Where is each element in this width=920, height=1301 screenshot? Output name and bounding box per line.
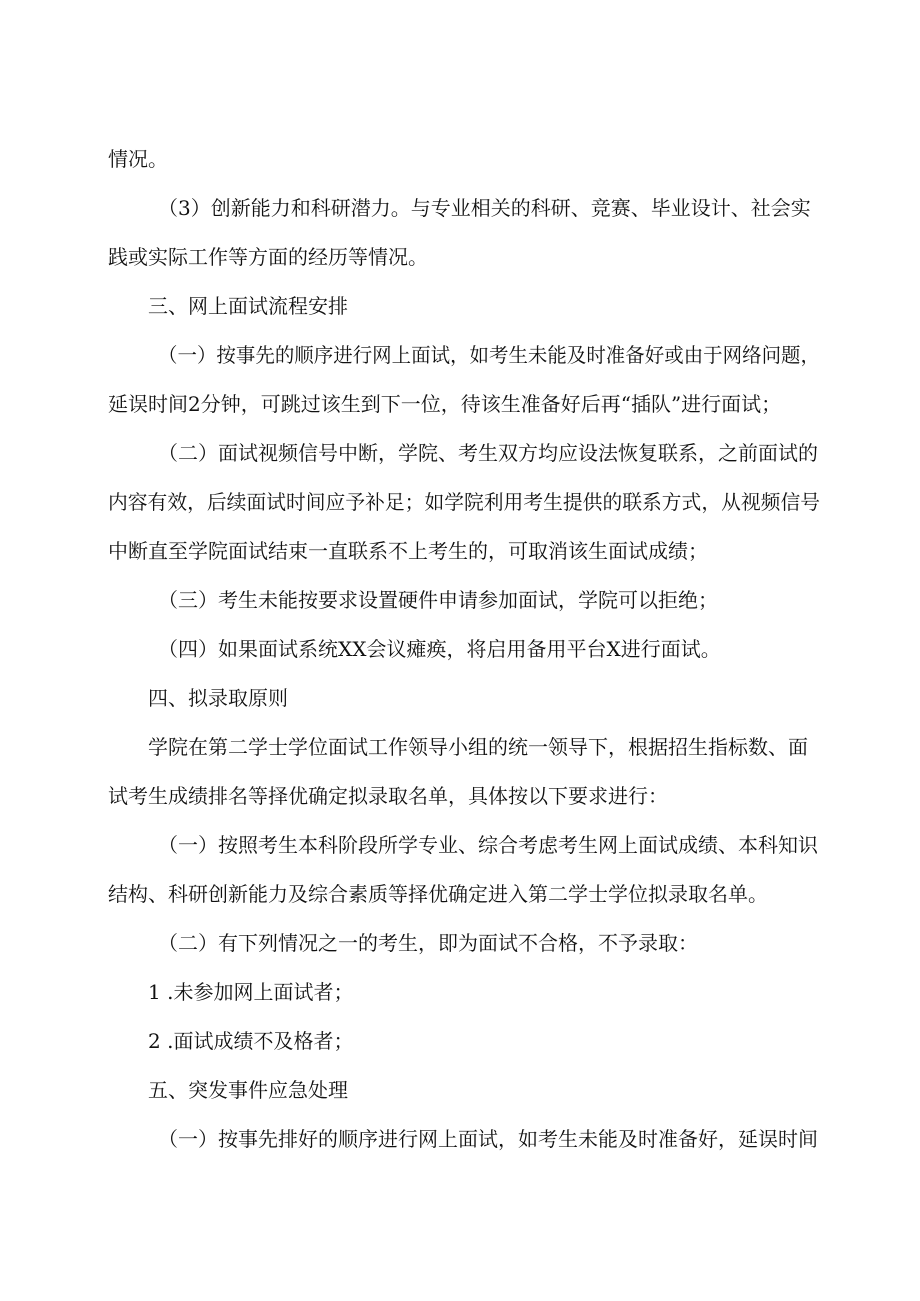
- section-heading: 四、拟录取原则: [148, 686, 288, 710]
- paragraph-line: （一）按照考生本科阶段所学专业、综合考虑考生网上面试成绩、本科知识: [158, 833, 818, 857]
- list-item: 2 .面试成绩不及格者；: [148, 1029, 354, 1053]
- paragraph-line: 结构、科研创新能力及综合素质等择优确定进入第二学士学位拟录取名单。: [108, 882, 768, 906]
- paragraph-line: 践或实际工作等方面的经历等情况。: [108, 245, 428, 269]
- paragraph-line: 中断直至学院面试结束一直联系不上考生的，可取消该生面试成绩；: [108, 539, 708, 563]
- paragraph-line: 学院在第二学士学位面试工作领导小组的统一领导下，根据招生指标数、面: [148, 735, 808, 759]
- paragraph-line: 延误时间2分钟，可跳过该生到下一位，待该生准备好后再“插队”进行面试；: [108, 392, 782, 416]
- paragraph-line: 情况。: [108, 147, 168, 171]
- paragraph-line: （3）创新能力和科研潜力。与专业相关的科研、竞赛、毕业设计、社会实: [158, 196, 811, 220]
- paragraph-line: （一）按事先排好的顺序进行网上面试，如考生未能及时准备好，延误时间: [158, 1127, 818, 1151]
- paragraph-line: 内容有效，后续面试时间应予补足；如学院利用考生提供的联系方式，从视频信号: [108, 490, 821, 514]
- section-heading: 五、突发事件应急处理: [148, 1078, 348, 1102]
- section-heading: 三、网上面试流程安排: [148, 294, 348, 318]
- paragraph-line: （四）如果面试系统XX会议瘫痪，将启用备用平台X进行面试。: [158, 637, 721, 661]
- paragraph-line: （一）按事先的顺序进行网上面试，如考生未能及时准备好或由于网络问题，: [158, 343, 820, 367]
- paragraph-line: （三）考生未能按要求设置硬件申请参加面试，学院可以拒绝；: [158, 588, 718, 612]
- paragraph-line: 试考生成绩排名等择优确定拟录取名单，具体按以下要求进行：: [108, 784, 668, 808]
- paragraph-line: （二）有下列情况之一的考生，即为面试不合格，不予录取：: [158, 931, 698, 955]
- paragraph-line: （二）面试视频信号中断，学院、考生双方均应设法恢复联系，之前面试的: [158, 441, 818, 465]
- list-item: 1 .未参加网上面试者；: [148, 980, 354, 1004]
